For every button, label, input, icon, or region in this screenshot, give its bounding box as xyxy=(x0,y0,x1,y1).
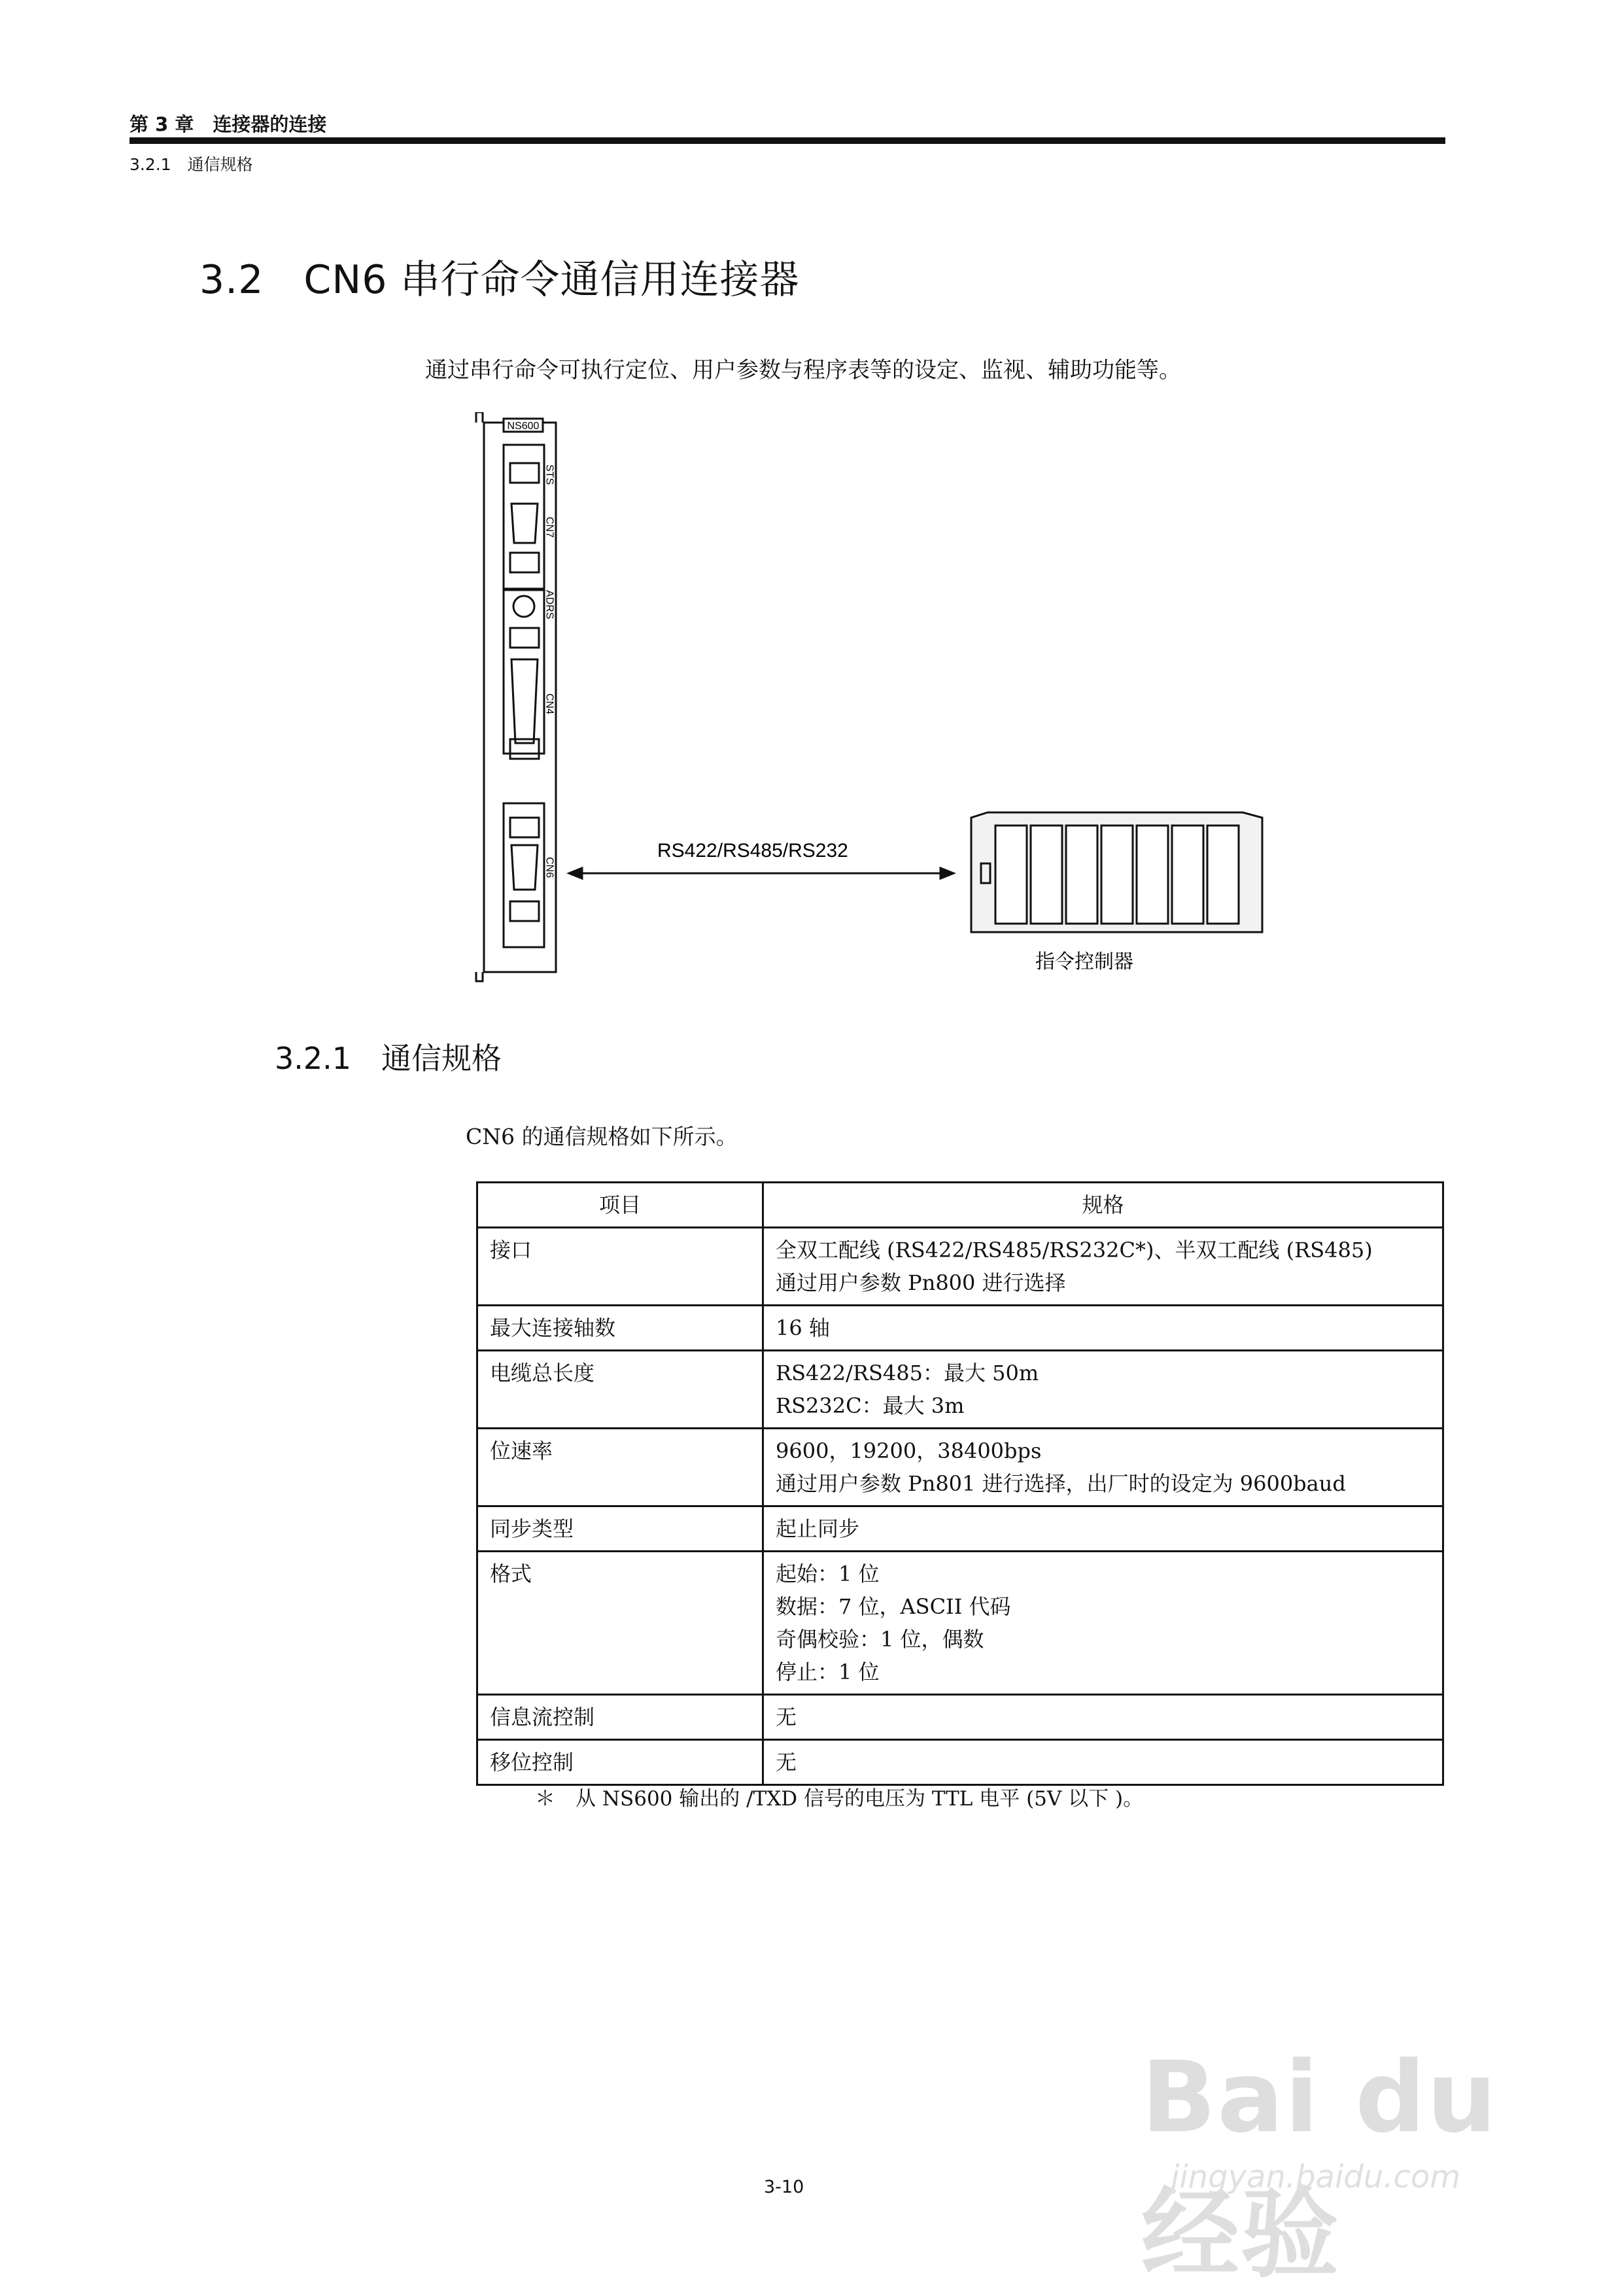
watermark-url: jingyan.baidu.com xyxy=(1171,2159,1460,2195)
value-line: 起止同步 xyxy=(776,1516,860,1541)
header-spec: 规格 xyxy=(763,1183,1443,1228)
value-line: 全双工配线 (RS422/RS485/RS232C*)、半双工配线 (RS485) xyxy=(776,1238,1373,1262)
module-label: NS600 xyxy=(507,421,540,432)
table-row xyxy=(477,1552,1443,1695)
row-key: 位速率 xyxy=(477,1429,763,1506)
value-line: 数据：7 位，ASCII 代码 xyxy=(776,1594,1011,1619)
table-row xyxy=(477,1506,1443,1552)
row-value xyxy=(763,1351,1443,1429)
row-value xyxy=(763,1429,1443,1506)
row-key: 信息流控制 xyxy=(477,1695,763,1740)
value-line: 停止：1 位 xyxy=(776,1660,880,1684)
row-key: 接口 xyxy=(477,1228,763,1306)
sts-label: STS xyxy=(543,464,555,485)
value-line: 无 xyxy=(776,1705,797,1730)
subsection-title: 3.2.1 通信规格 xyxy=(275,1041,502,1076)
table-row xyxy=(477,1429,1443,1506)
row-value xyxy=(763,1306,1443,1351)
spec-table xyxy=(476,1181,1444,1786)
section-title: 3.2 CN6 串行命令通信用连接器 xyxy=(199,257,800,303)
link-label: RS422/RS485/RS232 xyxy=(657,840,848,861)
connection-diagram xyxy=(458,412,1282,988)
value-line: 16 轴 xyxy=(776,1315,830,1340)
section-header: 3.2.1 通信规格 xyxy=(129,155,253,174)
header-rule xyxy=(129,137,1445,144)
row-key: 移位控制 xyxy=(477,1740,763,1785)
footnote: ＊ 从 NS600 输出的 /TXD 信号的电压为 TTL 电平 (5V 以下 )。 xyxy=(535,1787,1144,1811)
table-lead: CN6 的通信规格如下所示。 xyxy=(466,1124,738,1149)
watermark-logo: Bai du 经验 xyxy=(1141,2041,1498,2291)
value-line: 通过用户参数 Pn801 进行选择，出厂时的设定为 9600baud xyxy=(776,1471,1346,1496)
page-number: 3-10 xyxy=(764,2177,804,2197)
cn6-label: CN6 xyxy=(543,857,555,878)
table-row xyxy=(477,1306,1443,1351)
adrs-label: ADRS xyxy=(543,590,555,619)
value-line: RS232C：最大 3m xyxy=(776,1393,965,1418)
value-line: 无 xyxy=(776,1750,797,1775)
table-row xyxy=(477,1228,1443,1306)
value-line: 9600，19200，38400bps xyxy=(776,1438,1042,1463)
link-arrow xyxy=(569,868,954,878)
value-line: 通过用户参数 Pn800 进行选择 xyxy=(776,1270,1066,1295)
table-header-row xyxy=(477,1183,1443,1228)
controller-label: 指令控制器 xyxy=(1035,951,1133,973)
cn7-label: CN7 xyxy=(543,517,555,538)
value-line: RS422/RS485：最大 50m xyxy=(776,1361,1039,1385)
table-row xyxy=(477,1695,1443,1740)
table-row xyxy=(477,1351,1443,1429)
controller-rack xyxy=(971,812,1262,932)
row-value xyxy=(763,1506,1443,1552)
header-item: 项目 xyxy=(477,1183,763,1228)
row-value xyxy=(763,1552,1443,1695)
row-key: 同步类型 xyxy=(477,1506,763,1552)
chapter-header: 第 3 章 连接器的连接 xyxy=(129,113,327,135)
value-line: 起始：1 位 xyxy=(776,1561,880,1586)
cn4-label: CN4 xyxy=(543,693,555,715)
row-value xyxy=(763,1695,1443,1740)
row-key: 电缆总长度 xyxy=(477,1351,763,1429)
row-value xyxy=(763,1228,1443,1306)
table-row xyxy=(477,1740,1443,1785)
row-key: 最大连接轴数 xyxy=(477,1306,763,1351)
row-key: 格式 xyxy=(477,1552,763,1695)
intro-text: 通过串行命令可执行定位、用户参数与程序表等的设定、监视、辅助功能等。 xyxy=(425,357,1181,383)
value-line: 奇偶校验：1 位，偶数 xyxy=(776,1627,984,1652)
row-value xyxy=(763,1740,1443,1785)
